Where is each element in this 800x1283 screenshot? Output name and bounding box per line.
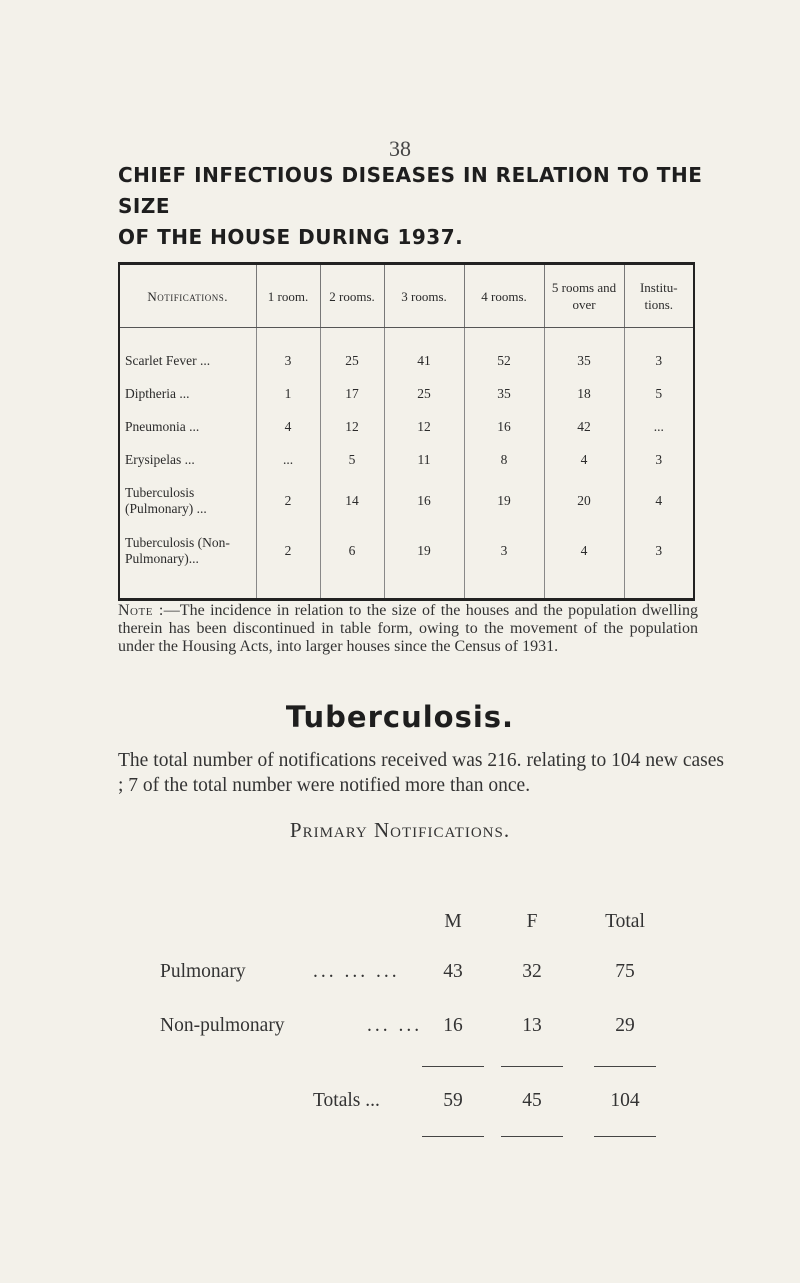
table-cell: 16 bbox=[464, 410, 544, 443]
tuberculosis-paragraph: The total number of notifications received was 216. relating to 104 new cases ; 7 of the total number were notified more than once. bbox=[118, 750, 724, 796]
stats-header-m: M bbox=[444, 911, 462, 932]
page-number: 38 bbox=[389, 136, 411, 161]
table-cell: 1 bbox=[256, 377, 320, 410]
title-line-1: CHIEF INFECTIOUS DISEASES IN RELATION TO THE SIZE bbox=[118, 163, 703, 218]
stats-cell: 29 bbox=[615, 1015, 635, 1036]
total-rule bbox=[594, 1136, 656, 1137]
stats-cell: 13 bbox=[522, 1015, 542, 1036]
stats-cell: 16 bbox=[443, 1015, 463, 1036]
sub-heading: Primary Notifications. bbox=[289, 818, 511, 842]
table-cell: 35 bbox=[464, 377, 544, 410]
section-heading: Tuberculosis. bbox=[285, 700, 515, 734]
column-header: 1 room. bbox=[256, 264, 320, 328]
table-cell: 6 bbox=[320, 526, 384, 600]
page-title bbox=[118, 160, 758, 253]
table-cell: 3 bbox=[256, 328, 320, 378]
table-header-row bbox=[119, 264, 694, 328]
table-cell: 12 bbox=[384, 410, 464, 443]
table-cell: 3 bbox=[624, 526, 694, 600]
table-cell: 42 bbox=[544, 410, 624, 443]
table-cell: 3 bbox=[624, 328, 694, 378]
title-line-2: OF THE HOUSE DURING 1937. bbox=[118, 225, 464, 249]
table-cell: 25 bbox=[384, 377, 464, 410]
table-cell: 2 bbox=[256, 476, 320, 526]
diseases-by-house-size-table bbox=[118, 262, 695, 601]
row-label: Erysipelas ... bbox=[125, 451, 195, 467]
table-cell: 14 bbox=[320, 476, 384, 526]
table-cell: 16 bbox=[384, 476, 464, 526]
sum-rule bbox=[594, 1066, 656, 1067]
table-row bbox=[119, 526, 694, 600]
stats-header-f: F bbox=[526, 911, 538, 932]
table-cell: 4 bbox=[256, 410, 320, 443]
column-header: Notifications. bbox=[119, 264, 256, 328]
stats-row-label: Pulmonary bbox=[160, 961, 246, 982]
note-text: —The incidence in relation to the size of the houses and the population dwelling therein has been discontinued in table form, owing to the movement of the population under the Housing Acts, into larger houses since the Census of 1931. bbox=[118, 602, 698, 655]
stats-cell: 32 bbox=[522, 961, 542, 982]
table-cell: 19 bbox=[464, 476, 544, 526]
column-header: 2 rooms. bbox=[320, 264, 384, 328]
table-cell: 4 bbox=[544, 443, 624, 476]
table-cell: 8 bbox=[464, 443, 544, 476]
column-header: 5 rooms and over bbox=[544, 264, 624, 328]
stats-row-dots: ... ... bbox=[367, 1015, 423, 1036]
column-header: 4 rooms. bbox=[464, 264, 544, 328]
table-cell: 3 bbox=[624, 443, 694, 476]
note-label: Note : bbox=[118, 602, 164, 619]
table-cell: 2 bbox=[256, 526, 320, 600]
table-cell: 35 bbox=[544, 328, 624, 378]
stats-cell: 43 bbox=[443, 961, 463, 982]
table-cell: ... bbox=[624, 410, 694, 443]
row-label: Pneumonia ... bbox=[125, 418, 200, 434]
table-note bbox=[118, 602, 698, 656]
stats-cell: 75 bbox=[615, 961, 635, 982]
sum-rule bbox=[422, 1066, 484, 1067]
totals-cell: 104 bbox=[610, 1090, 640, 1111]
column-header: 3 rooms. bbox=[384, 264, 464, 328]
table-cell: 4 bbox=[544, 526, 624, 600]
table-cell: ... bbox=[256, 443, 320, 476]
table-cell: 5 bbox=[624, 377, 694, 410]
table-cell: 52 bbox=[464, 328, 544, 378]
table-row bbox=[119, 443, 694, 476]
table-cell: 17 bbox=[320, 377, 384, 410]
table-row bbox=[119, 476, 694, 526]
table-cell: 12 bbox=[320, 410, 384, 443]
table-cell: 20 bbox=[544, 476, 624, 526]
row-label: Tuberculosis (Pulmonary) ... bbox=[125, 485, 207, 516]
table-cell: 18 bbox=[544, 377, 624, 410]
table-row bbox=[119, 410, 694, 443]
table-cell: 19 bbox=[384, 526, 464, 600]
totals-cell: 45 bbox=[522, 1090, 542, 1111]
total-rule bbox=[501, 1136, 563, 1137]
stats-row-dots: ... ... ... bbox=[313, 961, 400, 982]
table-row bbox=[119, 377, 694, 410]
totals-label: Totals ... bbox=[313, 1090, 380, 1111]
table-row bbox=[119, 328, 694, 378]
row-label: Scarlet Fever ... bbox=[125, 352, 211, 368]
row-label: Diptheria ... bbox=[125, 385, 190, 401]
row-label: Tuberculosis (Non-Pulmonary)... bbox=[125, 535, 230, 566]
stats-row-label: Non-pulmonary bbox=[160, 1015, 285, 1036]
table-cell: 25 bbox=[320, 328, 384, 378]
table-cell: 11 bbox=[384, 443, 464, 476]
table-cell: 3 bbox=[464, 526, 544, 600]
totals-cell: 59 bbox=[443, 1090, 463, 1111]
table-cell: 4 bbox=[624, 476, 694, 526]
column-header: Institu-tions. bbox=[624, 264, 694, 328]
stats-header-total: Total bbox=[605, 911, 645, 932]
total-rule bbox=[422, 1136, 484, 1137]
table-cell: 41 bbox=[384, 328, 464, 378]
table-cell: 5 bbox=[320, 443, 384, 476]
sum-rule bbox=[501, 1066, 563, 1067]
